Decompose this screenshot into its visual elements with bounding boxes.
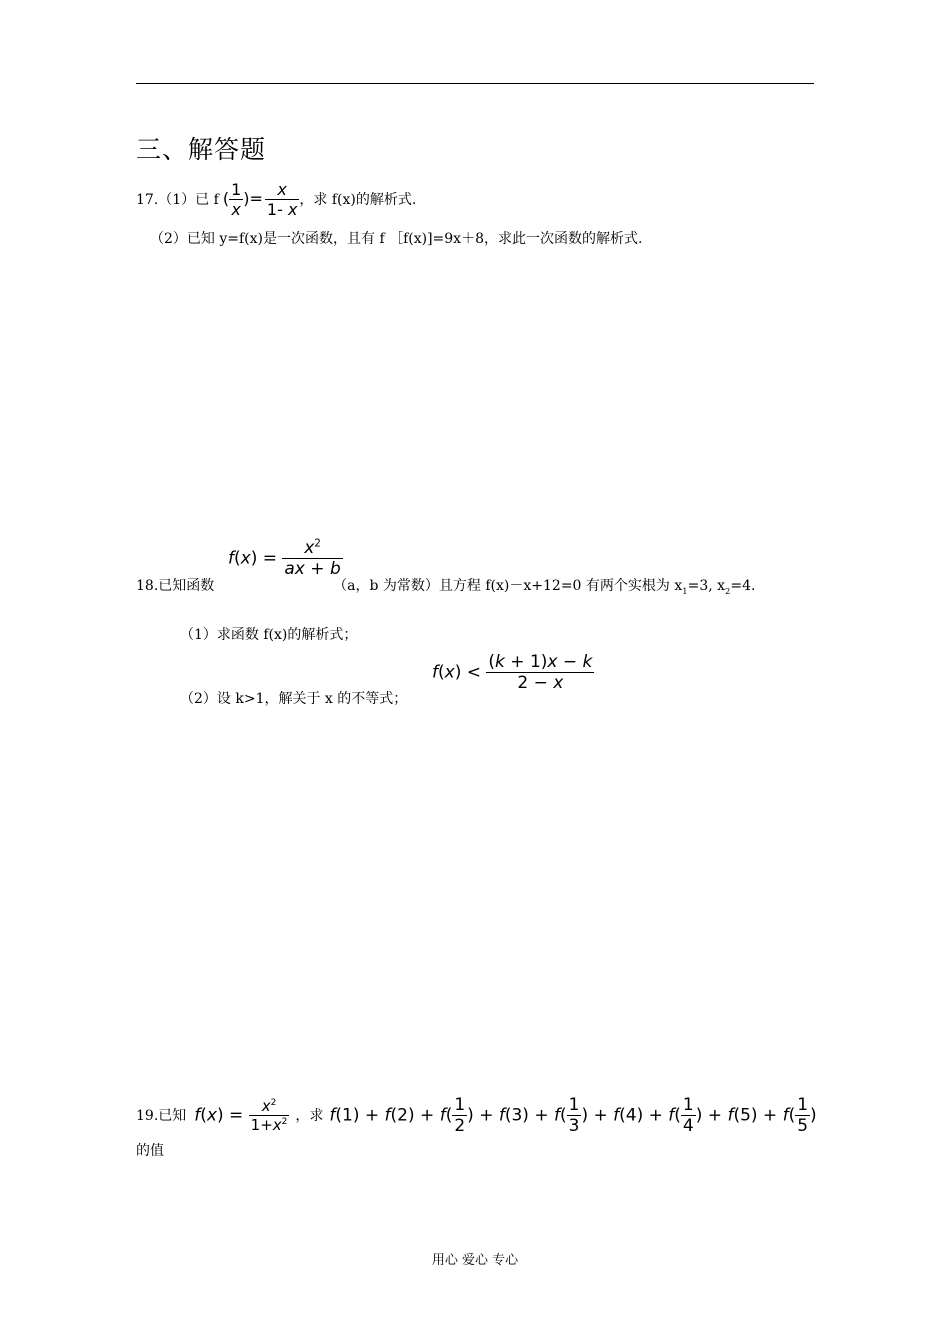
q19-function: f(x) = $\frac{x^2}{1+x^2}$	[194, 1096, 288, 1134]
q18-part2: （2）设 k>1，解关于 x 的不等式；	[180, 691, 408, 707]
q18-sub1: 1	[682, 585, 688, 596]
q17-frac-1-over-x: $\frac{1}{x}$	[231, 179, 242, 219]
q17-frac-x-over-1-minus-x: $\frac{x}{1- x}$	[266, 179, 298, 219]
q19-mid: ，求	[295, 1108, 324, 1124]
q18-line1	[136, 575, 755, 596]
q18-inequality: f(x) < $\frac{(k + 1)x - k}{2 - x}$	[432, 652, 593, 693]
q17-suffix: ，求 f(x)的解析式.	[299, 192, 417, 208]
q18-sub2: 2	[725, 585, 731, 596]
q17-lhs: ( $\frac{1}{x}$ )=	[222, 179, 263, 219]
q18-part1: （1）求函数 f(x)的解析式；	[180, 627, 358, 643]
q18-condition: （a，b 为常数）且方程 f(x)－x+12=0 有两个实根为 x	[333, 578, 683, 594]
q19-sum-expression: f(1) + f(2) + f( $\frac{1}{2}$ ) + f(3) + f( $\frac{1}{3}$ ) + f(4) + f( $\frac{1}{4}$ ) + f(5) + f( $\frac{1}{5}$ )	[329, 1094, 817, 1136]
q18-end: =4.	[730, 578, 756, 594]
q17-prefix: 17.（1）已 f	[136, 192, 219, 208]
q19-prefix: 19.已知	[136, 1108, 187, 1124]
q17-line2: （2）已知 y=f(x)是一次函数，且有 f ［f(x)]=9x＋8，求此一次函数的解析式.	[150, 231, 643, 247]
q19-line2: 的值	[136, 1143, 164, 1159]
q18-mid: =3, x	[687, 578, 726, 594]
section-title: 三、解答题	[136, 135, 267, 164]
page-footer: 用心 爱心 专心	[431, 1253, 519, 1268]
q18-function-fraction: f(x) = $\frac{x^2}{ax + b}$	[228, 538, 341, 579]
q18-prefix: 18.已知函数	[136, 578, 215, 594]
q19-line1	[136, 1090, 817, 1140]
header-rule	[136, 83, 814, 84]
q17-line1	[136, 176, 416, 222]
